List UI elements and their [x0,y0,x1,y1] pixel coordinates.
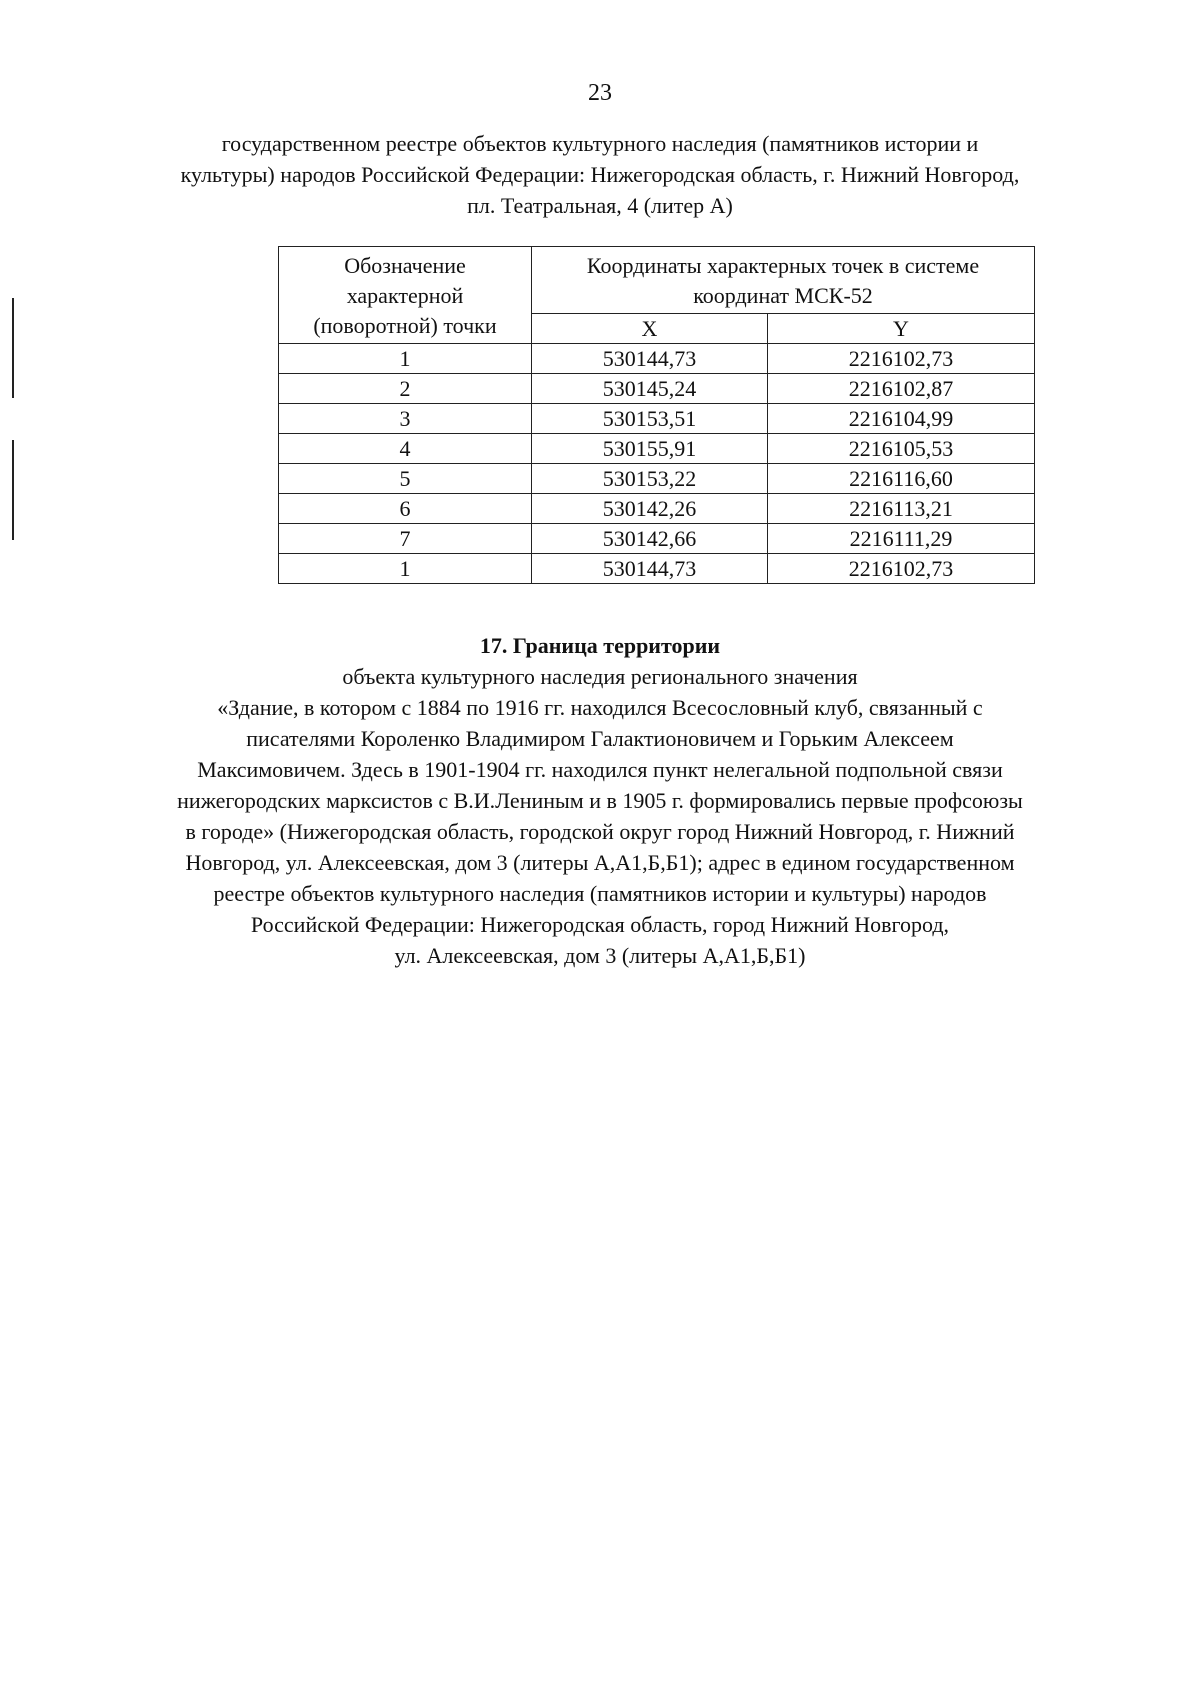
margin-scan-mark [12,298,14,398]
cell-point: 5 [279,464,532,494]
header-coordinates [532,247,1035,314]
cell-x: 530145,24 [532,374,768,404]
section-line: в городе» (Нижегородская область, городской округ город Нижний Новгород, г. Нижний [185,819,1015,844]
table-row [279,434,1035,464]
page-number: 23 [588,80,612,106]
header-line: (поворотной) точки [313,313,497,338]
coordinates-table [278,246,1035,584]
cell-x: 530144,73 [532,554,768,584]
header-line: Обозначение [344,253,466,278]
table-row [279,494,1035,524]
cell-y: 2216102,73 [768,554,1035,584]
cell-x: 530142,66 [532,524,768,554]
cell-point: 7 [279,524,532,554]
cell-x: 530142,26 [532,494,768,524]
table-row [279,524,1035,554]
cell-x: 530144,73 [532,344,768,374]
margin-scan-mark [12,440,14,540]
section-line: реестре объектов культурного наследия (памятников истории и культуры) народов [213,881,987,906]
header-x: X [532,314,768,344]
cell-point: 1 [279,554,532,584]
cell-y: 2216102,87 [768,374,1035,404]
cell-point: 4 [279,434,532,464]
cell-x: 530155,91 [532,434,768,464]
header-y: Y [768,314,1035,344]
cell-x: 530153,51 [532,404,768,434]
header-point-designation [279,247,532,344]
header-line: характерной [346,283,464,308]
table-row [279,554,1035,584]
cell-y: 2216111,29 [768,524,1035,554]
cell-x: 530153,22 [532,464,768,494]
section-line: нижегородских марксистов с В.И.Лениным и в 1905 г. формировались первые профсоюзы [177,788,1023,813]
section-line: Максимовичем. Здесь в 1901-1904 гг. находился пункт нелегальной подпольной связи [197,757,1003,782]
cell-y: 2216116,60 [768,464,1035,494]
section-line: писателями Короленко Владимиром Галактионовичем и Горьким Алексеем [246,726,954,751]
cell-point: 1 [279,344,532,374]
header-line: координат МСК-52 [693,283,873,308]
cell-y: 2216104,99 [768,404,1035,434]
section-line: Российской Федерации: Нижегородская область, город Нижний Новгород, [250,912,950,937]
table-row [279,404,1035,434]
table-row [279,344,1035,374]
intro-paragraph [150,128,1050,221]
intro-line: государственном реестре объектов культурного наследия (памятников истории и [221,131,979,156]
table-row [279,374,1035,404]
intro-line: пл. Театральная, 4 (литер А) [467,193,733,218]
cell-y: 2216105,53 [768,434,1035,464]
section-line: «Здание, в котором с 1884 по 1916 гг. находился Всесословный клуб, связанный с [217,695,983,720]
cell-y: 2216113,21 [768,494,1035,524]
cell-point: 3 [279,404,532,434]
section-line: ул. Алексеевская, дом 3 (литеры А,А1,Б,Б1) [394,943,806,968]
cell-y: 2216102,73 [768,344,1035,374]
cell-point: 6 [279,494,532,524]
section-line: Новгород, ул. Алексеевская, дом 3 (литеры А,А1,Б,Б1); адрес в едином государственном [185,850,1015,875]
section-17 [150,630,1050,971]
section-line: объекта культурного наследия регионального значения [342,664,858,689]
cell-point: 2 [279,374,532,404]
intro-line: культуры) народов Российской Федерации: Нижегородская область, г. Нижний Новгород, [180,162,1020,187]
header-line: Координаты характерных точек в системе [586,253,980,278]
section-title: 17. Граница территории [479,633,721,658]
table-row [279,464,1035,494]
